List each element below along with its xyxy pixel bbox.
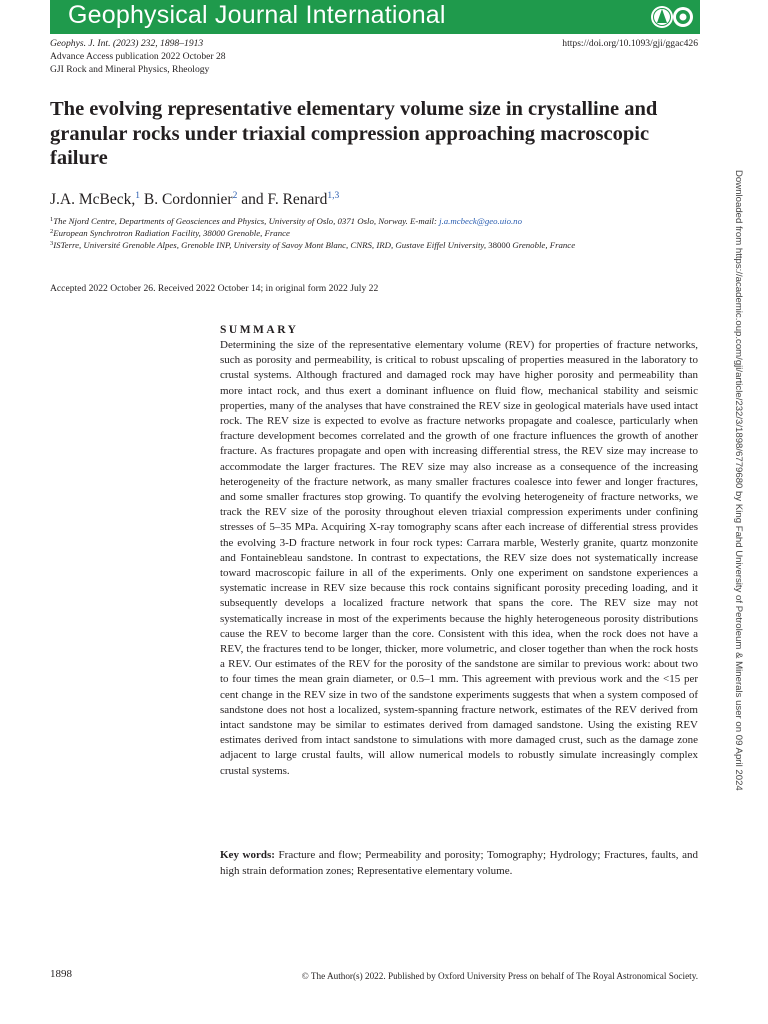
doi-link[interactable]: https://doi.org/10.1093/gji/ggac426: [562, 38, 698, 49]
affiliation-number: 2: [50, 228, 54, 235]
keywords-label: Key words:: [220, 849, 275, 861]
article-section: GJI Rock and Mineral Physics, Rheology: [50, 64, 210, 75]
journal-name: Geophysical Journal International: [68, 1, 446, 29]
affiliation-text: ISTerre, Université Grenoble Alpes, Grenoble INP, University of Savoy Mont Blanc, CNRS, IRD, Gustave Eiffel University,: [53, 240, 489, 250]
affiliation-number: 1: [50, 216, 54, 223]
download-watermark: Downloaded from https://academic.oup.com/gji/article/232/3/1898/6779680 by King Fahd University of Petroleum & Minerals user on 09 April 2024: [733, 170, 744, 791]
journal-banner: [50, 0, 700, 34]
author-name: J.A. McBeck,: [50, 191, 136, 208]
affiliation-text: The Njord Centre, Departments of Geosciences and Physics, University of Oslo, 0371 Oslo, Norway. E-mail:: [53, 216, 440, 226]
advance-access: Advance Access publication 2022 October 28: [50, 51, 226, 62]
citation: Geophys. J. Int. (2023) 232, 1898–1913: [50, 38, 204, 49]
author-name: and F. Renard: [237, 191, 328, 208]
summary-text: Determining the size of the representative elementary volume (REV) for properties of fracture networks, such as porosity and permeability, is critical to robust upscaling of properties measured in the laboratory to crustal systems. Although fractured and damaged rock may have higher porosity and permeability than more intact rock, and thus exert a dominant influence on fluid flow, mechanical stability and seismic properties, many of the analyses that have constrained the REV size in geological materials have used intact rock. The REV size is expected to evolve as fracture networks propagate and coalesce, particularly when fracture development becomes correlated and the growth of one fracture influences the growth of another fracture. As fractures propagate and open with increasing differential stress, the REV size may increase to accommodate the larger fractures. The REV size may also increase as a consequence of the increasing heterogeneity of the fracture network, as many smaller fractures coalesce into fewer and longer fractures, and some smaller fractures stop growing. To quantify the evolving heterogeneity of fracture networks, we track the REV size of the porosity throughout eleven triaxial compression experiments under confining stresses of 5–35 MPa. Acquiring X-ray tomography scans after each increase of differential stress provides the evolving 3-D fracture network in four rock types: Carrara marble, Westerly granite, quartz monzonite and Fontainebleau sandstone. In contrast to expectations, the REV size does not systematically increase toward macroscopic failure in all of the experiments. Only one experiment on sandstone experiences a systematic increase in REV size because this rock contains significant porosity preceding loading, and it subsequently develops a localized fracture network that spans the core. The REV size may not systematically increase in most of the experiments because the highly heterogeneous porosity distributions cause the REV to become larger than the core. Consistent with this idea, when the rock does not have a REV, the fractures tend to be longer, thicker, more volumetric, and closer together than when the rock hosts a REV. Our estimates of the REV for the porosity of the sandstone are similar to previous work: about two to four times the mean grain diameter, or 0.5–1 mm. This agreement with previous work and the <15 per cent change in the REV size in two of the sandstone experiments suggests that when a system composed of sandstone does not host a localized, system-spanning fracture network, estimates of the REV derived from intact sandstone may be similar to estimates derived from damaged sandstone. Using the existing REV estimates derived from intact sandstone to simulations with more damaged crust, such as the damage zone adjacent to large crustal faults, will allow numerical models to robustly simulate increasingly complex crustal systems.: [220, 339, 698, 777]
author-email-link[interactable]: j.a.mcbeck@geo.uio.no: [439, 216, 522, 226]
page-number: 1898: [50, 968, 72, 980]
author-affiliation-mark[interactable]: 1: [135, 191, 140, 201]
publisher-logo-icon: [650, 3, 694, 31]
affiliation-postcode: 38000: [488, 240, 511, 250]
article-dates: Accepted 2022 October 26. Received 2022 October 14; in original form 2022 July 22: [50, 283, 379, 294]
affiliation-1: [50, 216, 522, 226]
article-title: The evolving representative elementary volume size in crystalline and granular rocks under triaxial compression approaching macroscopic failure: [50, 98, 658, 169]
affiliation-2: [50, 228, 290, 238]
author-list: [50, 191, 339, 209]
affiliation-3: [50, 240, 575, 250]
affiliation-city: Grenoble, France: [510, 240, 576, 250]
author-affiliation-mark[interactable]: 1,3: [327, 191, 340, 201]
affiliation-text: European Synchrotron Radiation Facility, 38000 Grenoble, France: [53, 228, 290, 238]
summary-heading: SUMMARY: [220, 324, 299, 336]
keywords: [220, 848, 698, 879]
copyright-notice: © The Author(s) 2022. Published by Oxford University Press on behalf of The Royal Astronomical Society.: [301, 971, 698, 981]
affiliation-number: 3: [50, 240, 54, 247]
keywords-list: Fracture and flow; Permeability and porosity; Tomography; Hydrology; Fractures, faults, and high strain deformation zones; Representative elementary volume.: [220, 849, 698, 877]
author-affiliation-mark[interactable]: 2: [232, 191, 238, 201]
author-name: B. Cordonnier: [140, 191, 233, 208]
